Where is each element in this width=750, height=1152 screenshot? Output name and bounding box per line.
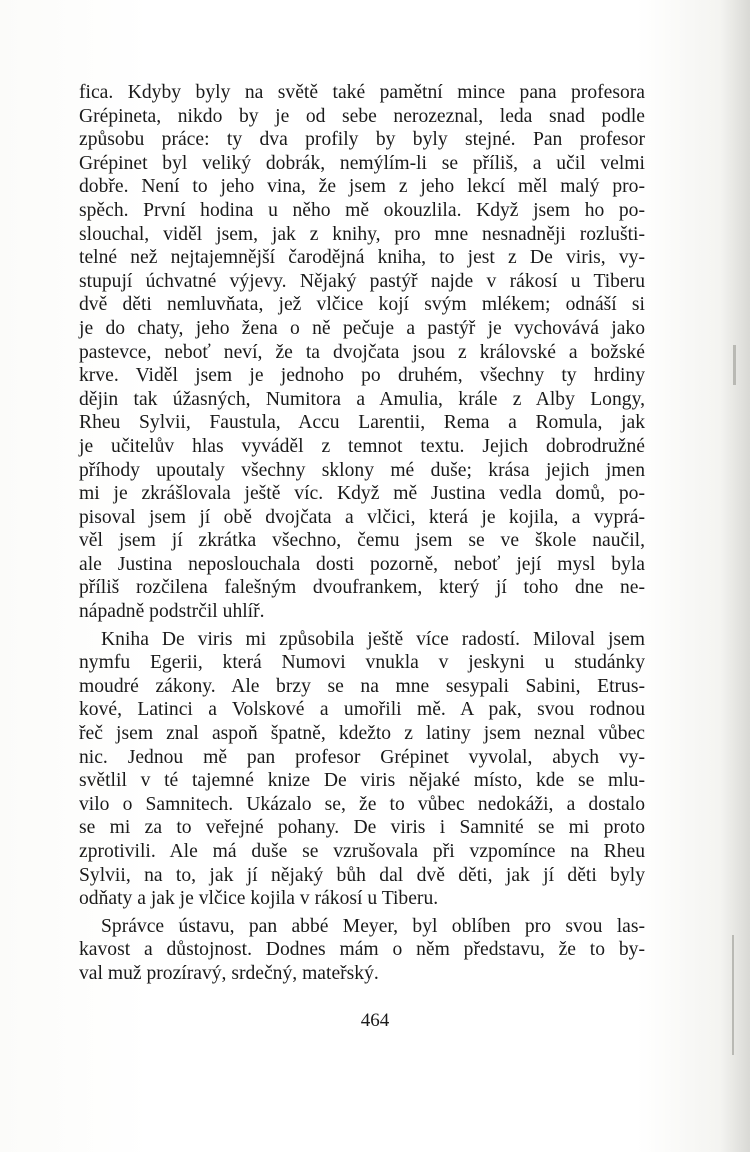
text-line: moudré zákony. Ale brzy se na mne sesypali Sabini, Etrus- (79, 675, 645, 697)
text-line: odňaty a jak je vlčice kojila v rákosí u Tiberu. (79, 888, 439, 910)
text-line: Správce ústavu, pan abbé Meyer, byl oblíben pro svou las- (101, 915, 645, 937)
text-line: vilo o Samnitech. Ukázalo se, že to vůbec nedokáži, a dostalo (79, 793, 645, 815)
text-line: Kniha De viris mi způsobila ještě více radostí. Miloval jsem (101, 628, 645, 650)
text-line: nymfu Egerii, která Numovi vnukla v jeskyni u studánky (79, 652, 645, 674)
text-line: je do chaty, jeho žena o ně pečuje a pastýř je vychovává jako (79, 317, 645, 339)
text-line: kavost a důstojnost. Dodnes mám o něm představu, že to by- (79, 939, 645, 961)
text-line: je učitelův hlas vyváděl z temnot textu. Jejich dobrodružné (79, 435, 645, 457)
text-line: kové, Latinci a Volskové a umořili mě. A pak, svou rodnou (79, 699, 645, 721)
text-line: krve. Viděl jsem je jednoho po druhém, všechny ty hrdiny (79, 365, 645, 387)
text-line: fica. Kdyby byly na světě také pamětní mince pana profesora (79, 82, 645, 103)
page-edge-mark (733, 345, 736, 385)
text-line: Sylvii, na to, jak jí nějaký bůh dal dvě děti, jak jí děti byly (79, 864, 645, 886)
text-line: stupují úchvatné výjevy. Nějaký pastýř najde v rákosí u Tiberu (79, 270, 645, 292)
text-line: dobře. Není to jeho vina, že jsem z jeho lekcí měl malý pro- (79, 176, 645, 198)
paragraph (79, 915, 645, 986)
text-line: ale Justina neposlouchala dosti pozorně, neboť její mysl byla (79, 553, 645, 575)
page-number: 464 (360, 1010, 390, 1031)
text-line: val muž prozíravý, srdečný, mateřský. (79, 962, 379, 984)
text-line: spěch. První hodina u něho mě okouzlila. Když jsem ho po- (79, 199, 645, 221)
text-line: slouchal, viděl jsem, jak z knihy, pro mne nesnadněji rozlušti- (79, 223, 645, 245)
page-text (79, 81, 645, 986)
text-line: zprotivili. Ale má duše se vzrušovala při vzpomínce na Rheu (79, 841, 645, 862)
page-edge-mark (732, 935, 734, 1055)
text-line: telné než nejtajemnější čarodějná kniha, to jest z De viris, vy- (79, 247, 645, 269)
text-line: nic. Jednou mě pan profesor Grépinet vyvolal, abych vy- (79, 746, 645, 768)
text-line: příhody upoutaly všechny sklony mé duše; krása jejich jmen (79, 459, 645, 481)
text-line: pisoval jsem jí obě dvojčata a vlčici, která je kojila, a vyprá- (79, 506, 645, 528)
text-line: dějin tak úžasných, Numitora a Amulia, krále z Alby Longy, (79, 388, 645, 410)
text-line: způsobu práce: ty dva profily by byly stejné. Pan profesor (79, 129, 645, 151)
paragraph (79, 628, 645, 911)
text-line: věl jsem jí zkrátka všechno, čemu jsem se ve škole naučil, (79, 530, 645, 552)
text-line: Grépinet byl veliký dobrák, nemýlím-li se příliš, a učil velmi (79, 152, 645, 174)
text-line: se mi za to veřejné pohany. De viris i Samnité se mi proto (79, 817, 645, 839)
text-line: dvě děti nemluvňata, jež vlčice kojí svým mlékem; odnáší si (79, 294, 645, 316)
paragraph (79, 81, 645, 624)
text-line: světlil v té tajemné knize De viris nějaké místo, kde se mlu- (79, 770, 645, 792)
text-line: mi je zkrášlovala ještě víc. Když mě Justina vedla domů, po- (79, 483, 645, 505)
text-line: nápadně podstrčil uhlíř. (79, 601, 265, 623)
text-line: pastevce, neboť neví, že ta dvojčata jsou z královské a božské (79, 341, 645, 363)
text-line: příliš rozčilena falešným dvoufrankem, který jí toho dne ne- (79, 577, 645, 599)
text-line: Grépineta, nikdo by je od sebe nerozeznal, leda snad podle (79, 105, 645, 127)
text-line: řeč jsem znal aspoň špatně, kdežto z latiny jsem neznal vůbec (79, 723, 645, 745)
text-line: Rheu Sylvii, Faustula, Accu Larentii, Rema a Romula, jak (79, 412, 645, 434)
